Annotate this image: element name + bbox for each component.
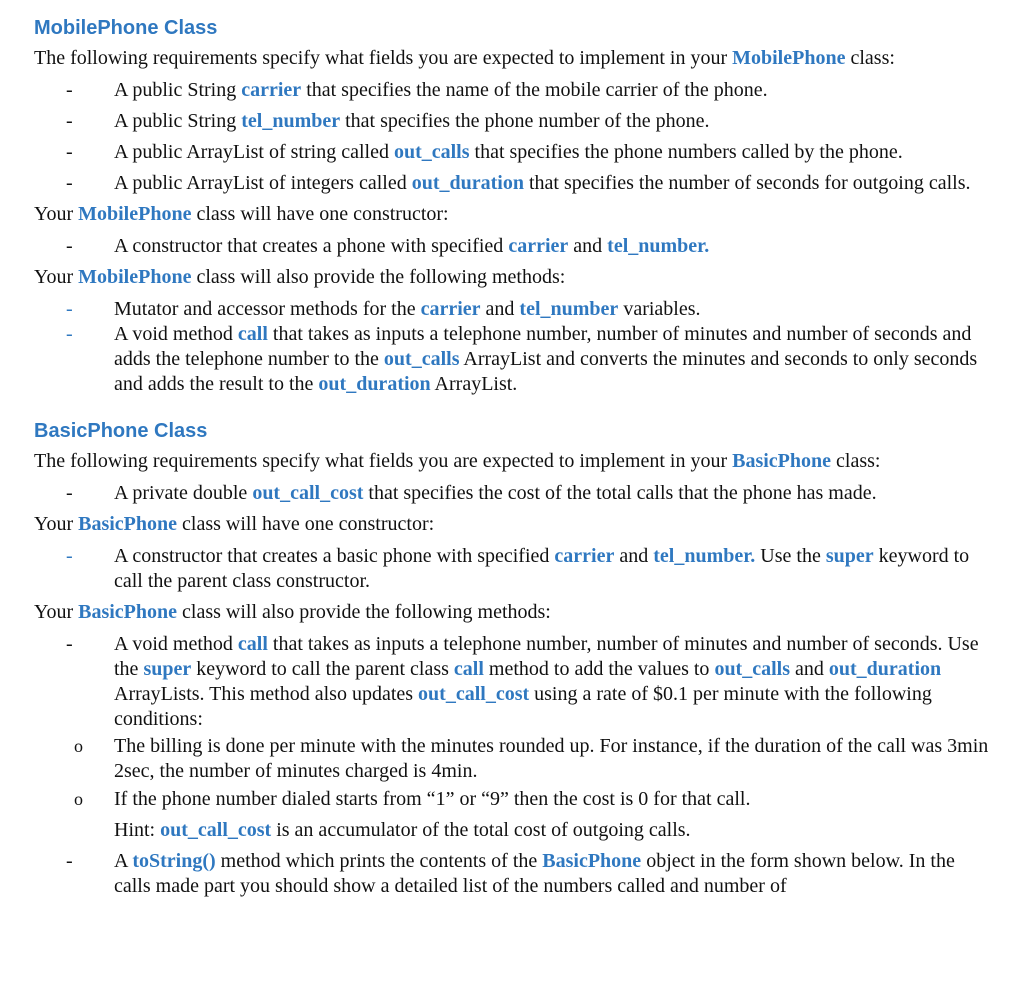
list-item: [34, 481, 994, 506]
keyword: BasicPhone: [78, 513, 178, 535]
keyword: out_calls: [714, 658, 790, 680]
basicphone-constructor-intro: [34, 512, 994, 537]
text-run: and: [614, 545, 654, 567]
conditions-list: [34, 734, 994, 812]
keyword: tel_number.: [607, 235, 710, 257]
text-run: and: [568, 235, 608, 257]
text-run: that specifies the phone number of the phone.: [340, 110, 710, 132]
keyword: super: [143, 658, 192, 680]
keyword: carrier: [420, 298, 481, 320]
keyword: carrier: [508, 235, 569, 257]
keyword: MobilePhone: [78, 203, 192, 225]
basicphone-methods-list: [34, 632, 994, 812]
keyword: call: [237, 633, 268, 655]
keyword: carrier: [241, 79, 302, 101]
keyword: out_call_cost: [160, 819, 272, 841]
list-item: [34, 322, 994, 397]
text-run: class:: [831, 450, 881, 472]
text-run: A public String: [114, 79, 242, 101]
text-run: that specifies the number of seconds for outgoing calls.: [523, 172, 971, 194]
condition-item: [34, 787, 994, 812]
list-item: [34, 849, 994, 899]
keyword: tel_number.: [653, 545, 756, 567]
keyword: call: [237, 323, 268, 345]
mobilephone-methods-intro: [34, 265, 994, 290]
mobilephone-constructor-list: [34, 234, 994, 259]
mobilephone-methods-list: [34, 297, 994, 397]
keyword: super: [825, 545, 874, 567]
text-run: keyword to call the parent class: [191, 658, 454, 680]
keyword: MobilePhone: [732, 47, 846, 69]
text-run: that specifies the phone numbers called by the phone.: [469, 141, 903, 163]
text-run: object in the form shown below. In the calls made part you should show a detailed list of the numbers called and number of: [114, 850, 955, 897]
text-run: Hint:: [114, 819, 161, 841]
keyword: BasicPhone: [542, 850, 642, 872]
text-run: Your: [34, 513, 79, 535]
text-run: that takes as inputs a telephone number, number of minutes and number of seconds. Use the: [114, 633, 979, 680]
text-run: A public ArrayList of string called: [114, 141, 394, 163]
keyword: out_duration: [411, 172, 524, 194]
text-run: that specifies the name of the mobile carrier of the phone.: [301, 79, 768, 101]
text-run: class:: [845, 47, 895, 69]
keyword: BasicPhone: [732, 450, 832, 472]
call-method-text: [114, 633, 979, 730]
text-run: and: [790, 658, 829, 680]
text-run: Mutator and accessor methods for the: [114, 298, 421, 320]
text-run: A constructor that creates a basic phone with specified: [114, 545, 555, 567]
basicphone-heading: BasicPhone Class: [34, 420, 208, 442]
keyword: out_calls: [393, 141, 470, 163]
list-item: [34, 234, 994, 259]
text-run: method which prints the contents of the: [215, 850, 543, 872]
list-item: [34, 632, 994, 812]
keyword: BasicPhone: [78, 601, 178, 623]
text-run: The following requirements specify what fields you are expected to implement in your: [34, 47, 733, 69]
text-run: ArrayList.: [430, 373, 518, 395]
keyword: out_call_cost: [252, 482, 364, 504]
hint-text: [34, 818, 994, 843]
mobilephone-fields-intro: [34, 46, 994, 71]
text-run: Your: [34, 266, 79, 288]
keyword: call: [453, 658, 484, 680]
keyword: MobilePhone: [78, 266, 192, 288]
mobilephone-fields-list: [34, 78, 994, 196]
text-run: Your: [34, 203, 79, 225]
text-run: class will have one constructor:: [191, 203, 449, 225]
keyword: out_duration: [318, 373, 431, 395]
text-run: A private double: [114, 482, 253, 504]
basicphone-methods-intro: [34, 600, 994, 625]
basicphone-constructor-list: [34, 544, 994, 594]
keyword: tel_number: [241, 110, 341, 132]
keyword: toString(): [132, 850, 216, 872]
text-run: ArrayLists. This method also updates: [114, 683, 419, 705]
text-run: A public ArrayList of integers called: [114, 172, 412, 194]
text-run: Use the: [755, 545, 826, 567]
text-run: A void method: [114, 323, 238, 345]
document: [34, 14, 994, 905]
keyword: tel_number: [519, 298, 619, 320]
text-run: class will also provide the following methods:: [191, 266, 566, 288]
text-run: class will have one constructor:: [177, 513, 435, 535]
list-item: [34, 171, 994, 196]
text-run: If the phone number dialed starts from “1” or “9” then the cost is 0 for that call.: [114, 788, 751, 810]
text-run: A: [114, 850, 133, 872]
condition-item: [34, 734, 994, 784]
list-item: [34, 544, 994, 594]
keyword: out_call_cost: [418, 683, 530, 705]
text-run: keyword to call the parent class constructor.: [114, 545, 970, 592]
text-run: The following requirements specify what fields you are expected to implement in your: [34, 450, 733, 472]
text-run: that takes as inputs a telephone number, number of minutes and number of seconds and adds the telephone number to the: [114, 323, 972, 370]
text-run: Your: [34, 601, 79, 623]
list-item: [34, 140, 994, 165]
text-run: variables.: [618, 298, 701, 320]
text-run: The billing is done per minute with the minutes rounded up. For instance, if the duration of the call was 3min 2sec, the number of minutes charged is 4min.: [114, 735, 989, 782]
text-run: and: [480, 298, 520, 320]
text-run: using a rate of $0.1 per minute with the following conditions:: [114, 683, 932, 730]
list-item: [34, 78, 994, 103]
text-run: A constructor that creates a phone with specified: [114, 235, 509, 257]
list-item: [34, 297, 994, 322]
text-run: A void method: [114, 633, 238, 655]
text-run: method to add the values to: [483, 658, 715, 680]
keyword: out_calls: [383, 348, 460, 370]
text-run: A public String: [114, 110, 242, 132]
list-item: [34, 109, 994, 134]
basicphone-fields-intro: [34, 449, 994, 474]
mobilephone-heading: MobilePhone Class: [34, 17, 218, 39]
section-gap: [34, 403, 994, 417]
text-run: ArrayList and converts the minutes and seconds to only seconds and adds the result to the: [114, 348, 978, 395]
mobilephone-constructor-intro: [34, 202, 994, 227]
text-run: that specifies the cost of the total calls that the phone has made.: [363, 482, 877, 504]
basicphone-methods-list-2: [34, 849, 994, 899]
text-run: is an accumulator of the total cost of outgoing calls.: [271, 819, 691, 841]
keyword: carrier: [554, 545, 615, 567]
basicphone-fields-list: [34, 481, 994, 506]
keyword: out_duration: [828, 658, 942, 680]
text-run: class will also provide the following methods:: [177, 601, 551, 623]
